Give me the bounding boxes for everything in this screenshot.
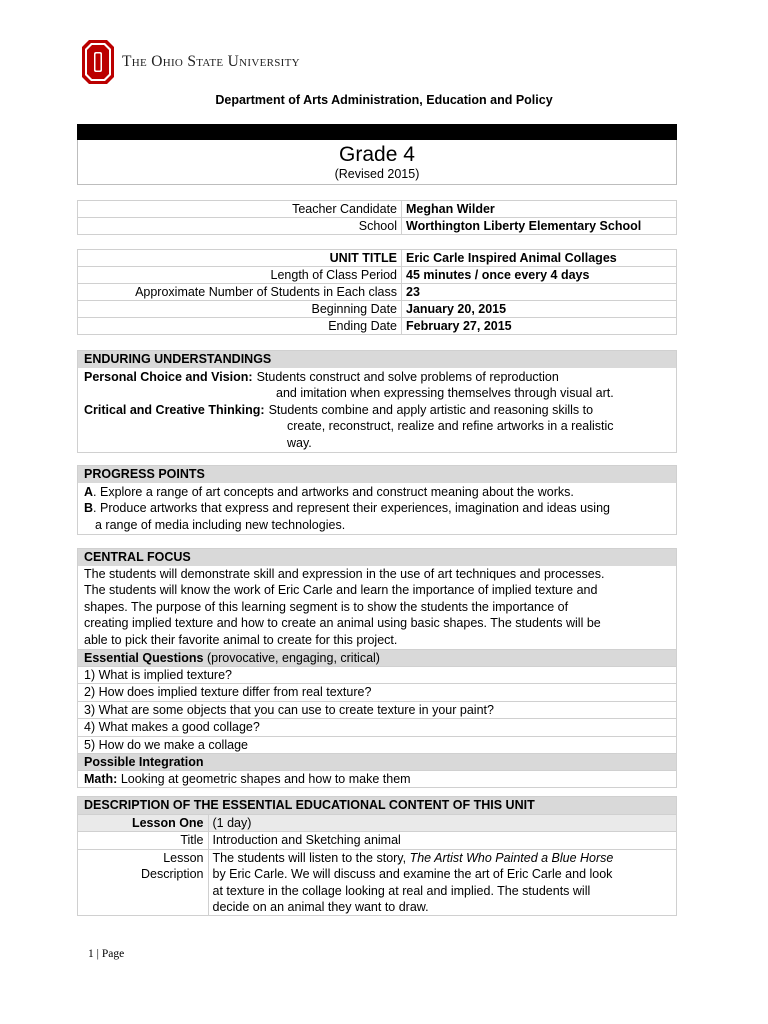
table-row: [78, 318, 677, 335]
lesson-title: Introduction and Sketching animal: [208, 832, 676, 849]
field-label: Teacher Candidate: [78, 201, 402, 218]
block-o-logo-icon: [82, 40, 114, 84]
description-line: [213, 850, 673, 866]
understanding-label: Personal Choice and Vision:: [84, 370, 253, 384]
field-label: Ending Date: [78, 318, 402, 335]
central-focus-section: [77, 548, 677, 788]
section-heading: CENTRAL FOCUS: [78, 549, 676, 566]
field-label: UNIT TITLE: [78, 250, 402, 267]
understanding-text: and imitation when expressing themselves through visual art.: [276, 386, 614, 401]
central-line: The students will demonstrate skill and expression in the use of art techniques and processes.: [84, 567, 605, 581]
progress-text: a range of media including new technologies.: [95, 517, 346, 532]
field-value: Worthington Liberty Elementary School: [402, 218, 677, 235]
lesson-duration: (1 day): [208, 815, 676, 832]
revised-note: (Revised 2015): [334, 167, 420, 181]
central-line: The students will know the work of Eric Carle and learn the importance of implied texture and: [84, 583, 598, 598]
department-title: Department of Arts Administration, Education and Policy: [215, 93, 553, 107]
header-bar: [77, 124, 677, 140]
field-value: Eric Carle Inspired Animal Collages: [402, 250, 677, 267]
lesson-label: Lesson One: [78, 815, 208, 832]
field-value: 23: [402, 284, 677, 301]
understanding-text: create, reconstruct, realize and refine artworks in a realistic: [287, 419, 614, 434]
lesson-table: [78, 814, 676, 915]
list-item: 4) What makes a good collage?: [78, 718, 676, 735]
central-line: able to pick their favorite animal to create for this project.: [84, 632, 398, 647]
section-body: [78, 368, 676, 452]
field-label: [78, 849, 208, 915]
essential-questions-label: Essential Questions: [84, 651, 204, 666]
understanding-label: Critical and Creative Thinking:: [84, 402, 265, 417]
field-value: Meghan Wilder: [402, 201, 677, 218]
description-section: [77, 796, 677, 916]
table-row: [78, 832, 676, 849]
progress-letter: B: [84, 501, 94, 516]
field-value: February 27, 2015: [402, 318, 677, 335]
progress-text: . Produce artworks that express and represent their experiences, imagination and ideas using: [93, 501, 610, 516]
progress-points-section: [77, 465, 677, 535]
table-row: [78, 250, 677, 267]
list-item: 1) What is implied texture?: [78, 666, 676, 683]
section-heading: DESCRIPTION OF THE ESSENTIAL EDUCATIONAL CONTENT OF THIS UNIT: [78, 797, 676, 814]
table-row: [78, 267, 677, 284]
unit-table: [77, 249, 677, 335]
integration-label: Possible Integration: [84, 755, 204, 770]
table-row: [78, 301, 677, 318]
label-line: Description: [140, 867, 204, 882]
central-focus-body: [78, 566, 676, 649]
table-row: [78, 815, 676, 832]
list-item: 2) How does implied texture differ from real texture?: [78, 683, 676, 700]
field-label: Length of Class Period: [78, 267, 402, 284]
section-body: [78, 483, 676, 534]
description-text: The students will listen to the story,: [212, 850, 410, 865]
field-label: School: [78, 218, 402, 235]
central-line: creating implied texture and how to create an animal using basic shapes. The students will be: [84, 616, 601, 631]
table-row: [78, 284, 677, 301]
understanding-text: Students construct and solve problems of reproduction: [256, 370, 559, 384]
field-label: Title: [78, 832, 208, 849]
section-heading: PROGRESS POINTS: [78, 466, 676, 483]
progress-item: [84, 484, 670, 500]
section-heading: ENDURING UNDERSTANDINGS: [78, 351, 676, 368]
progress-letter: A: [84, 485, 94, 499]
table-row: [78, 201, 677, 218]
grade-title: Grade 4: [339, 143, 415, 166]
lesson-description: [208, 849, 676, 915]
list-item: 3) What are some objects that you can use to create texture in your paint?: [78, 701, 676, 718]
progress-text: . Explore a range of art concepts and artworks and construct meaning about the works.: [93, 485, 574, 499]
description-line: decide on an animal they want to draw.: [212, 900, 429, 915]
central-line: shapes. The purpose of this learning segment is to show the students the importance of: [84, 599, 569, 614]
book-title: The Artist Who Painted a Blue Horse: [409, 850, 614, 865]
understanding-text: Students combine and apply artistic and reasoning skills to: [268, 402, 594, 417]
field-value: 45 minutes / once every 4 days: [402, 267, 677, 284]
page-separator: |: [93, 948, 102, 960]
university-name: The Ohio State University: [122, 53, 300, 70]
candidate-table: [77, 200, 677, 235]
page-number: 1: [88, 948, 94, 960]
understanding-text: way.: [287, 435, 312, 450]
description-line: by Eric Carle. We will discuss and examine the art of Eric Carle and look: [212, 867, 613, 882]
field-label: Approximate Number of Students in Each class: [78, 284, 402, 301]
osu-logo: [82, 40, 300, 84]
page-word: Page: [101, 948, 125, 960]
field-label: Beginning Date: [78, 301, 402, 318]
integration-item: [78, 770, 676, 787]
understanding-item: [84, 369, 670, 385]
field-value: January 20, 2015: [402, 301, 677, 318]
table-row: [78, 218, 677, 235]
list-item: 5) How do we make a collage: [78, 736, 676, 753]
progress-item: [84, 500, 670, 516]
essential-questions-heading: [78, 649, 676, 666]
description-line: at texture in the collage looking at real and implied. The students will: [212, 883, 591, 898]
understanding-item: [84, 402, 670, 418]
table-row: [78, 849, 676, 915]
essential-questions-note: (provocative, engaging, critical): [206, 651, 380, 666]
label-line: Lesson: [163, 850, 204, 865]
enduring-understandings-section: [77, 350, 677, 453]
integration-text: Looking at geometric shapes and how to make them: [120, 772, 411, 787]
integration-heading: [78, 753, 676, 770]
page-footer: [88, 948, 124, 960]
grade-title-box: [77, 140, 677, 185]
integration-subject: Math:: [84, 772, 118, 787]
